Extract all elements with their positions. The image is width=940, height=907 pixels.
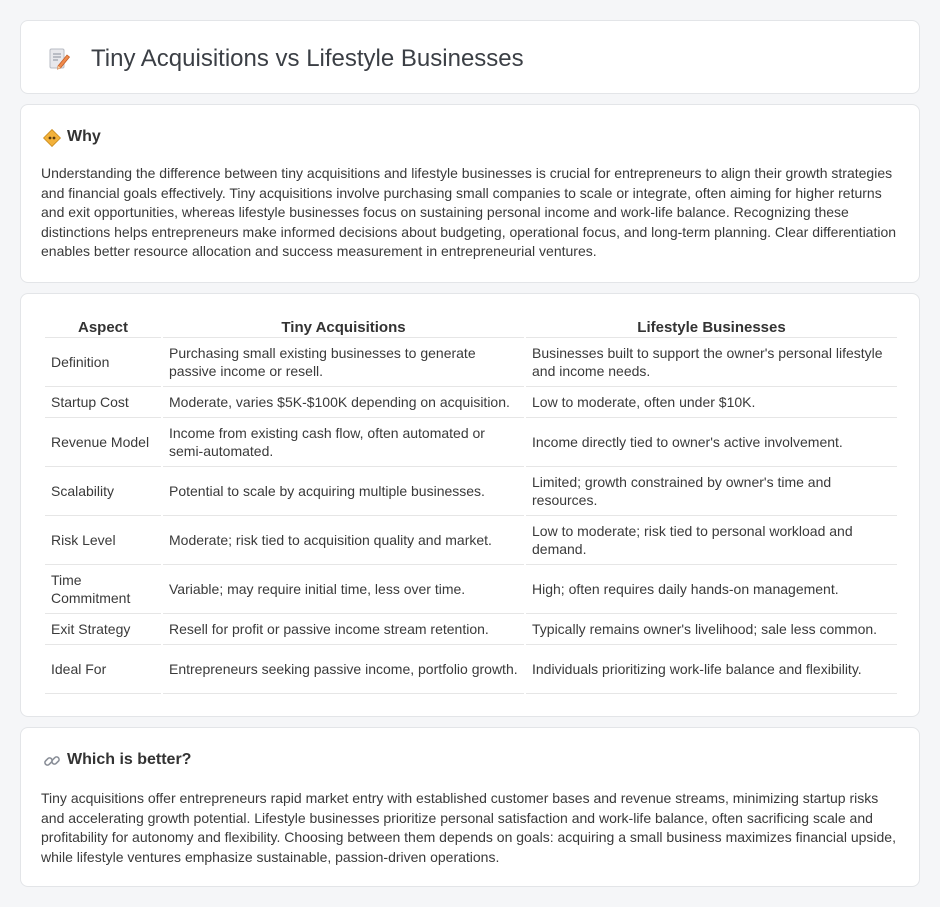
- table-row: [45, 645, 897, 694]
- aspect-cell: Revenue Model: [45, 418, 161, 467]
- aspect-cell: Ideal For: [45, 645, 161, 694]
- why-body: Understanding the difference between tiny acquisitions and lifestyle businesses is crucial for entrepreneurs to align their growth strategies and financial goals effectively. Tiny acquisitions involve purchasing small companies to scale or integrate, often aiming for higher returns and exit opportunities, whereas lifestyle businesses focus on sustaining personal income and work-life balance. Recognizing these distinctions helps entrepreneurs make informed decisions about budgeting, operational focus, and long-term planning. Clear differentiation enables better resource allocation and success measurement in entrepreneurial ventures.: [41, 165, 897, 260]
- tiny-acquisitions-cell: Moderate; risk tied to acquisition quality and market.: [163, 516, 524, 565]
- column-header-aspect: Aspect: [45, 316, 161, 338]
- lifestyle-businesses-cell: Income directly tied to owner's active involvement.: [526, 418, 897, 467]
- comparison-table-card: [20, 293, 920, 717]
- why-heading: Why: [67, 128, 101, 145]
- aspect-cell: Time Commitment: [45, 565, 161, 614]
- table-header-row: [45, 316, 897, 338]
- which-is-better-heading: Which is better?: [67, 751, 192, 768]
- lifestyle-businesses-cell: Typically remains owner's livelihood; sale less common.: [526, 614, 897, 645]
- lifestyle-businesses-cell: Limited; growth constrained by owner's time and resources.: [526, 467, 897, 516]
- header-card: [20, 20, 920, 94]
- tiny-acquisitions-cell: Entrepreneurs seeking passive income, portfolio growth.: [163, 645, 524, 694]
- comparison-table: [43, 316, 899, 694]
- tiny-acquisitions-cell: Moderate, varies $5K-$100K depending on acquisition.: [163, 387, 524, 418]
- document-pencil-icon: [47, 47, 71, 71]
- which-is-better-section: [20, 727, 920, 887]
- table-row: [45, 614, 897, 645]
- table-row: [45, 418, 897, 467]
- diamond-sign-icon: [43, 129, 61, 147]
- tiny-acquisitions-cell: Income from existing cash flow, often automated or semi-automated.: [163, 418, 524, 467]
- aspect-cell: Scalability: [45, 467, 161, 516]
- table-row: [45, 387, 897, 418]
- link-icon: [43, 752, 61, 770]
- aspect-cell: Exit Strategy: [45, 614, 161, 645]
- lifestyle-businesses-cell: Low to moderate; risk tied to personal workload and demand.: [526, 516, 897, 565]
- tiny-acquisitions-cell: Resell for profit or passive income stream retention.: [163, 614, 524, 645]
- tiny-acquisitions-cell: Variable; may require initial time, less over time.: [163, 565, 524, 614]
- column-header-lifestyle-businesses: Lifestyle Businesses: [526, 316, 897, 338]
- lifestyle-businesses-cell: Businesses built to support the owner's personal lifestyle and income needs.: [526, 338, 897, 387]
- table-row: [45, 467, 897, 516]
- aspect-cell: Definition: [45, 338, 161, 387]
- tiny-acquisitions-cell: Purchasing small existing businesses to generate passive income or resell.: [163, 338, 524, 387]
- aspect-cell: Startup Cost: [45, 387, 161, 418]
- column-header-tiny-acquisitions: Tiny Acquisitions: [163, 316, 524, 338]
- aspect-cell: Risk Level: [45, 516, 161, 565]
- lifestyle-businesses-cell: Individuals prioritizing work-life balance and flexibility.: [526, 645, 897, 694]
- lifestyle-businesses-cell: Low to moderate, often under $10K.: [526, 387, 897, 418]
- why-section: [20, 104, 920, 283]
- which-is-better-body: Tiny acquisitions offer entrepreneurs rapid market entry with established customer bases and revenue streams, minimizing startup risks and accelerating growth potential. Lifestyle businesses prioritize personal satisfaction and work-life balance, often sacrificing scale and profitability for autonomy and flexibility. Choosing between them depends on goals: acquiring a small business maximizes financial upside, while lifestyle ventures emphasize sustainable, passion-driven operations.: [41, 790, 896, 865]
- lifestyle-businesses-cell: High; often requires daily hands-on management.: [526, 565, 897, 614]
- table-row: [45, 516, 897, 565]
- table-row: [45, 565, 897, 614]
- table-row: [45, 338, 897, 387]
- tiny-acquisitions-cell: Potential to scale by acquiring multiple businesses.: [163, 467, 524, 516]
- page-title: Tiny Acquisitions vs Lifestyle Businesses: [91, 45, 524, 72]
